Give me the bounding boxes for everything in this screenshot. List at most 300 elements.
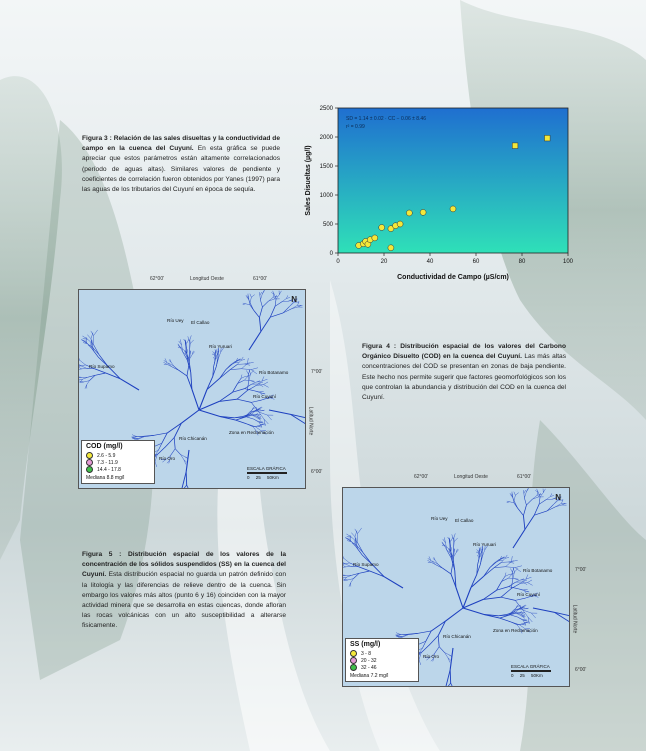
river-line [511, 556, 512, 561]
river-line [358, 567, 370, 571]
river-line [260, 391, 264, 392]
figure5-caption [82, 550, 286, 632]
river-line [525, 515, 534, 529]
river-line [214, 361, 215, 367]
river-line [87, 335, 91, 339]
river-line [510, 502, 514, 503]
river-line [181, 485, 187, 488]
river-line [539, 500, 546, 505]
x-tick-label: 80 [518, 259, 526, 265]
river-line [216, 349, 217, 353]
river-line [500, 618, 511, 622]
river-line [189, 350, 190, 360]
river-line [510, 615, 518, 617]
river-line [478, 559, 479, 565]
cod-legend-title: COD (mg/l) [86, 443, 123, 450]
ss-lat-title: Latitud Norte [571, 604, 578, 634]
river-line [351, 533, 355, 537]
ss-legend-label: 32 - 46 [361, 664, 377, 671]
ss-scale-label: ESCALA GRÁFICA [511, 664, 550, 669]
ss-place-uey: Río Uey [431, 516, 448, 521]
river-line [523, 516, 524, 530]
cod-place-chicanan: Río Chicanán [179, 436, 207, 441]
river-line [450, 670, 451, 683]
river-line [453, 533, 455, 539]
cod-legend-row [86, 459, 150, 466]
river-line [510, 568, 512, 572]
river-line [82, 368, 87, 369]
y-tick-label: 2000 [319, 135, 333, 141]
river-line [226, 365, 231, 370]
ss-place-chicanan: Río Chicanán [443, 634, 471, 639]
river-line [175, 449, 180, 455]
figure3-title: Figura 3 : Relación de las sales disueltas y la conductividad de campo en la cuenca del Cuyuní. [82, 135, 280, 153]
river-line [426, 631, 431, 641]
river-line [515, 566, 522, 568]
river-line [259, 318, 260, 332]
river-line [562, 503, 566, 505]
figure3-body: En esta gráfica se puede apreciar que estos parámetros están altamente correlacionados (período de aguas altas). Similares valores de pendiente y coeficientes de correlación fueron obtenidos por Yanes (1997) para las aguas de los tributarios del Cuyuní en época de sequía. [82, 145, 280, 194]
river-line [260, 292, 262, 295]
river-line [237, 391, 247, 400]
river-line [248, 374, 249, 381]
ss-scale [511, 664, 551, 678]
river-line [445, 683, 451, 686]
y-tick-label: 1500 [319, 164, 333, 170]
river-line [512, 572, 513, 579]
ss-lat-top: 7°00' [575, 567, 587, 573]
river-line [451, 683, 455, 686]
river-line [178, 345, 180, 347]
river-line [490, 563, 495, 568]
green-dot-icon [86, 466, 93, 473]
river-line [518, 617, 523, 619]
data-point [397, 221, 403, 227]
river-line [435, 647, 439, 654]
river-line [524, 498, 526, 505]
river-line [451, 564, 453, 574]
river-line [155, 462, 157, 467]
river-line [275, 302, 282, 307]
river-line [94, 369, 106, 373]
ss-map [342, 487, 570, 687]
river-line [132, 435, 137, 437]
river-line [532, 495, 537, 499]
ss-place-zona: Zona en Reclamación [493, 628, 538, 633]
river-line [275, 299, 276, 306]
river-line [213, 351, 215, 354]
river-line [179, 370, 187, 376]
river-line [258, 384, 263, 387]
river-line [187, 485, 191, 488]
river-line [514, 492, 516, 496]
river-line [162, 433, 167, 443]
river-line [262, 301, 268, 307]
x-tick-label: 60 [472, 259, 480, 265]
river-line [273, 293, 274, 297]
river-line [260, 300, 262, 307]
river-line [171, 449, 175, 456]
cod-scale-ticks: 0 25 50Km [247, 475, 279, 480]
figure5-title: Figura 5 : Distribución espacial de los valores de la concentración de los sólidos suspendidos (SS) en la cuenca del Cuyuní. [82, 551, 286, 579]
river-line [250, 305, 254, 310]
river-line [510, 622, 517, 625]
cod-scale-label: ESCALA GRÁFICA [247, 466, 286, 471]
ss-place-oro: Río Oro [423, 654, 440, 659]
river-line [443, 568, 451, 574]
river-line [259, 292, 260, 295]
ss-legend-row [350, 664, 414, 671]
cod-legend-label: 2.6 - 5.9 [97, 452, 116, 459]
river-line [453, 548, 454, 558]
river-line [269, 410, 291, 414]
equation-annotation: SD = 1.14 ± 0.02 · CC − 0.06 ± 8.46 [346, 116, 426, 122]
y-tick-label: 2500 [319, 106, 333, 112]
ss-scale-ticks: 0 25 50Km [511, 673, 543, 678]
river-line [207, 378, 220, 389]
river-line [246, 417, 254, 419]
figure3-caption [82, 134, 280, 195]
river-line [526, 499, 532, 505]
river-line [396, 633, 401, 635]
river-line [556, 505, 562, 507]
data-point [388, 245, 394, 251]
river-line [245, 389, 254, 391]
river-line [260, 294, 262, 300]
ss-legend-row [350, 650, 414, 657]
river-line [189, 335, 191, 341]
river-line [91, 333, 93, 339]
river-line [250, 297, 251, 303]
ss-place-yuruari: Río Yuruari [473, 542, 496, 547]
river-line [429, 636, 438, 646]
y-tick-label: 500 [322, 222, 333, 228]
river-line [218, 352, 220, 358]
cod-legend-median: Mediana 8.8 mg/l [86, 475, 125, 481]
river-line [509, 574, 512, 578]
river-line [258, 382, 263, 384]
river-line [174, 438, 175, 449]
cod-scale [247, 466, 287, 480]
x-axis-label: Conductividad de Campo (µS/cm) [397, 274, 509, 281]
river-line [268, 297, 273, 301]
river-line [532, 497, 538, 499]
data-point [545, 135, 551, 141]
yellow-dot-icon [86, 452, 93, 459]
y-tick-label: 0 [329, 251, 333, 257]
pink-dot-icon [86, 459, 93, 466]
river-line [246, 370, 248, 374]
plot-area [338, 108, 568, 253]
river-line [279, 291, 281, 295]
river-line [343, 565, 346, 567]
river-line [230, 369, 241, 370]
cod-place-yuruari: Río Yuruari [209, 344, 232, 349]
ss-place-botanamo: Río Botanamo [523, 568, 553, 573]
river-line [480, 547, 481, 551]
river-line [190, 340, 193, 344]
data-point [406, 210, 412, 216]
river-line [501, 597, 515, 600]
river-line [268, 299, 274, 301]
river-line [524, 492, 526, 498]
river-line [507, 501, 510, 502]
river-line [187, 366, 189, 376]
ss-map-lon-left: 62°00' [414, 474, 429, 480]
river-line [524, 589, 528, 590]
river-line [343, 558, 349, 563]
river-line [181, 410, 199, 423]
river-line [192, 389, 199, 410]
cod-map-lon-left: 62°00' [150, 276, 165, 282]
data-point [512, 143, 518, 149]
cod-place-supamo: Río Supamo [89, 364, 115, 369]
river-line [522, 580, 527, 582]
cod-legend-row [86, 466, 150, 473]
river-line [482, 550, 484, 556]
river-line [79, 360, 85, 365]
river-line [507, 502, 510, 503]
ss-legend-label: 20 - 32 [361, 657, 377, 664]
river-line [254, 310, 260, 318]
river-line [450, 648, 453, 670]
river-line [264, 385, 269, 388]
river-line [524, 490, 526, 493]
data-point [420, 209, 426, 215]
cod-map [78, 289, 306, 489]
river-line [243, 304, 246, 305]
river-line [243, 303, 246, 304]
river-line [442, 543, 444, 545]
ss-legend-title: SS (mg/l) [350, 641, 381, 648]
river-line [537, 491, 538, 495]
river-line [515, 493, 518, 496]
river-line [419, 660, 421, 665]
river-line [236, 420, 247, 424]
river-line [182, 472, 186, 488]
river-line [446, 670, 450, 686]
river-line [524, 493, 525, 498]
river-line [513, 529, 525, 548]
river-line [79, 381, 84, 382]
ss-place-supamo: Río Supamo [353, 562, 379, 567]
river-line [451, 537, 453, 541]
cod-lat-top: 7°00' [311, 369, 323, 375]
river-line [246, 424, 253, 427]
river-line [251, 368, 258, 370]
river-line [283, 307, 289, 313]
river-line [261, 424, 265, 425]
cod-map-lon-right: 61°00' [253, 276, 268, 282]
river-line [543, 489, 545, 493]
river-line [509, 587, 518, 589]
yellow-dot-icon [350, 650, 357, 657]
river-line [199, 410, 220, 417]
river-line [515, 598, 525, 600]
river-line [283, 309, 292, 313]
river-line [456, 587, 463, 608]
river-line [346, 566, 351, 567]
river-line [439, 647, 444, 653]
river-line [179, 487, 182, 488]
cod-place-botanamo: Río Botanamo [259, 370, 289, 375]
river-line [494, 567, 505, 568]
green-dot-icon [350, 664, 357, 671]
river-line [79, 367, 82, 369]
river-line [95, 373, 106, 375]
river-line [449, 655, 452, 657]
pink-dot-icon [350, 657, 357, 664]
river-line [247, 358, 248, 363]
river-line [345, 564, 351, 566]
river-line [525, 622, 529, 623]
x-tick-label: 20 [380, 259, 388, 265]
cod-legend [81, 440, 155, 484]
river-line [556, 503, 562, 506]
river-line [509, 574, 512, 575]
river-line [260, 295, 261, 300]
river-line [528, 583, 533, 586]
figure5-body: Esta distribución espacial no guarda un patrón definido con la litología y las diferencias de relieve dentro de la cuenca. Sin embargo los valores más altos (punto 6 y 16) coinciden con la mayor actividad minera que se desarrolla en estas cuencas, donde afloran las rocas volcánicas con un alto susceptibilidad a alterarse fisicamente. [82, 571, 286, 630]
river-line [501, 589, 511, 598]
river-line [547, 507, 556, 511]
river-line [477, 549, 479, 552]
cod-place-callao: El Callao [191, 320, 210, 325]
river-line [245, 376, 248, 377]
river-line [443, 685, 446, 686]
river-line [185, 457, 188, 459]
river-line [528, 580, 533, 583]
river-line [261, 317, 270, 331]
ss-place-cuyuni: Río Cuyuní [517, 592, 540, 597]
river-line [384, 577, 403, 588]
river-line [454, 538, 457, 542]
ss-map-lon-title: Longitud Oeste [454, 474, 488, 480]
cod-lat-bottom: 6°00' [311, 469, 323, 475]
cod-place-cuyuni: Río Cuyuní [253, 394, 276, 399]
river-line [355, 531, 357, 537]
x-tick-label: 0 [336, 259, 340, 265]
cod-north-arrow: N [291, 295, 297, 304]
river-line [514, 495, 515, 501]
river-line [359, 571, 370, 573]
river-line [522, 582, 527, 585]
river-line [81, 366, 87, 368]
cod-legend-label: 14.4 - 17.8 [97, 466, 121, 473]
figure4-caption [362, 342, 566, 403]
river-line [254, 419, 259, 421]
cod-scale-bar [247, 472, 287, 474]
river-line [79, 363, 81, 366]
river-line [259, 307, 262, 317]
figure4-title: Figura 4 : Distribución espacial de los valores del Carbono Orgánico Disuelto (COD) en la cuenca del Cuyuní. [362, 343, 566, 361]
x-tick-label: 40 [426, 259, 434, 265]
ss-legend-row [350, 657, 414, 664]
river-line [298, 301, 299, 305]
river-line [506, 567, 516, 568]
river-line [246, 304, 250, 305]
river-line [438, 636, 439, 647]
river-line [186, 450, 189, 472]
river-line [292, 305, 298, 308]
river-line [343, 561, 345, 564]
river-line [539, 497, 540, 504]
data-point [372, 235, 378, 241]
river-line [245, 376, 248, 380]
river-line [250, 294, 252, 298]
cod-map-lon-title: Longitud Oeste [190, 276, 224, 282]
river-line [463, 608, 484, 615]
river-line [79, 382, 83, 383]
ss-legend-median: Mediana 7.2 mg/l [350, 673, 389, 679]
river-line [533, 608, 555, 612]
river-line [523, 505, 526, 515]
ss-legend-label: 3 - 8 [361, 650, 372, 657]
ss-place-callao: El Callao [455, 518, 474, 523]
river-line [292, 307, 298, 309]
river-line [523, 490, 524, 493]
data-point [379, 224, 385, 230]
river-line [262, 291, 264, 294]
river-line [526, 489, 528, 492]
cod-legend-label: 7.3 - 11.9 [97, 459, 118, 466]
river-line [418, 631, 431, 633]
river-line [242, 369, 252, 370]
river-line [264, 382, 269, 385]
y-tick-label: 1000 [319, 193, 333, 199]
r2-annotation: r² = 0.99 [346, 124, 365, 130]
river-line [349, 583, 351, 587]
river-line [445, 608, 463, 621]
cod-place-zona: Zona en Reclamación [229, 430, 274, 435]
river-line [249, 331, 261, 350]
y-axis-label: Sales Disueltas (µg/l) [305, 145, 312, 216]
river-line [237, 399, 251, 402]
cod-legend-row [86, 452, 150, 459]
river-line [518, 508, 524, 516]
ss-lat-bottom: 6°00' [575, 667, 587, 673]
river-line [187, 339, 189, 343]
chart-svg [300, 100, 580, 290]
cod-lat-title: Latitud Norte [307, 406, 314, 436]
cod-place-oro: Río Oro [159, 456, 176, 461]
river-line [94, 330, 98, 336]
scatter-chart [300, 100, 580, 290]
river-line [298, 305, 302, 307]
river-line [343, 580, 347, 581]
river-line [347, 575, 352, 577]
ss-north-arrow: N [555, 493, 561, 502]
figure4-body: Las más altas concentraciones del COD se presentan en zonas de baja pendiente. Este hecho nos permite sugerir que factores geomorfológicos son los que controlan la abundancia y distribución del COD en la cuenca del Cuyuní. [362, 353, 566, 402]
ss-legend [345, 638, 419, 682]
ss-scale-bar [511, 670, 551, 672]
x-tick-label: 100 [562, 259, 574, 265]
river-line [251, 295, 254, 298]
river-line [120, 379, 139, 390]
river-line [186, 472, 187, 485]
river-line [562, 499, 563, 503]
river-line [251, 400, 261, 402]
river-line [547, 505, 553, 511]
river-line [267, 415, 271, 420]
ss-map-lon-right: 61°00' [517, 474, 532, 480]
river-line [531, 613, 535, 618]
river-line [343, 579, 348, 580]
river-line [514, 503, 518, 508]
river-line [83, 377, 88, 379]
river-line [471, 576, 484, 587]
data-point [450, 206, 456, 212]
